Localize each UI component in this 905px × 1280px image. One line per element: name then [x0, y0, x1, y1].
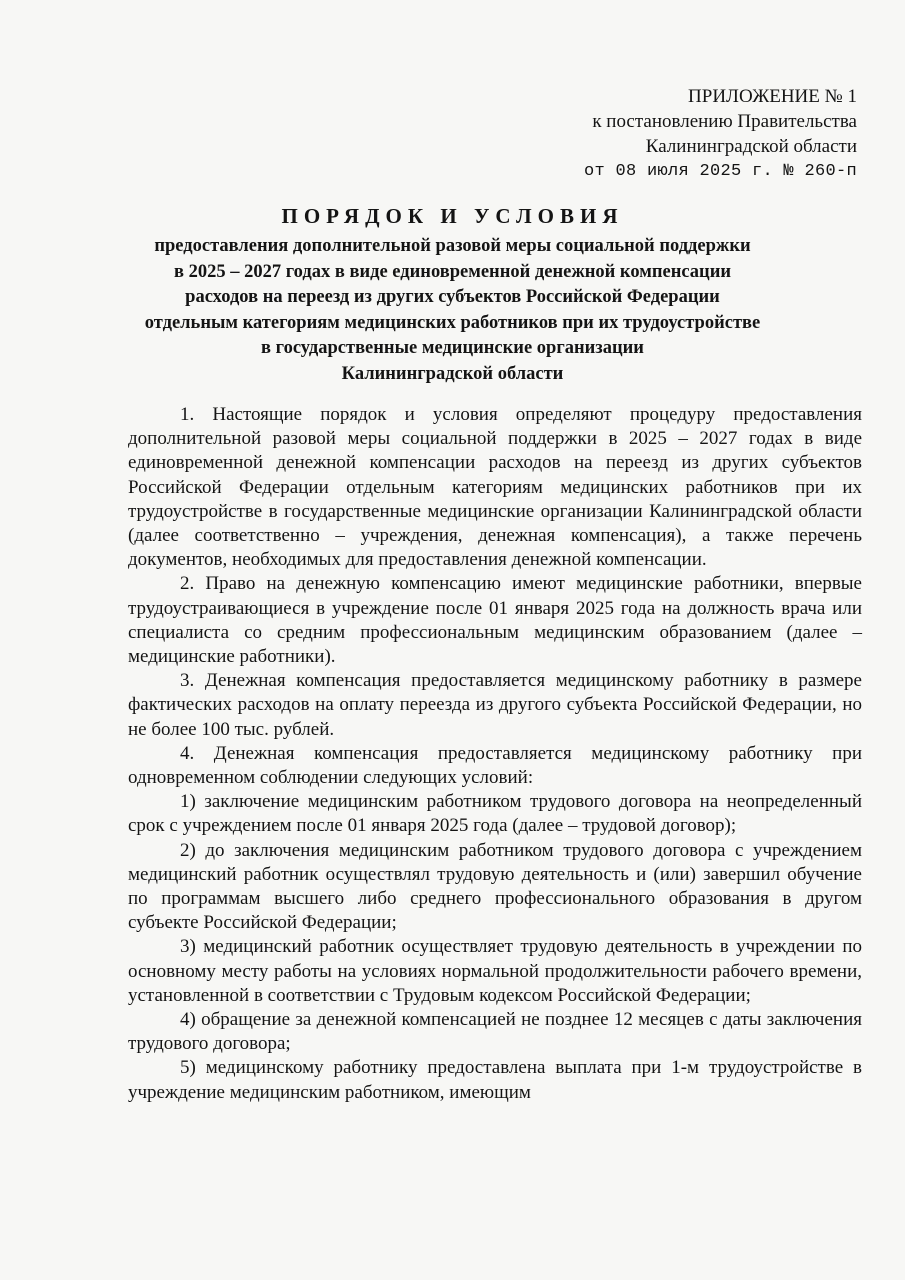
subtitle-line: расходов на переезд из других субъектов Российской Федерации — [185, 287, 720, 307]
document-subtitle — [60, 234, 845, 387]
document-body — [128, 403, 862, 1105]
condition-item-4: 4) обращение за денежной компенсацией не позднее 12 месяцев с даты заключения трудового договора; — [128, 1009, 862, 1055]
region-name: Калининградской области — [645, 136, 857, 157]
appendix-title: ПРИЛОЖЕНИЕ № 1 — [688, 86, 857, 107]
document-title-block — [60, 202, 845, 387]
subtitle-line: в 2025 – 2027 годах в виде единовременной денежной компенсации — [173, 261, 732, 282]
condition-item-3: 3) медицинский работник осуществляет трудовую деятельность в учреждении по основному месту работы на условиях нормальной продолжительности рабочего времени, установленной в соответствии с Трудовым кодексом Российской Федерации; — [128, 936, 862, 1006]
document-title: ПОРЯДОК И УСЛОВИЯ — [281, 204, 624, 228]
condition-item-5: 5) медицинскому работнику предоставлена выплата при 1-м трудоустройстве в учреждение медицинским работником, имеющим — [128, 1057, 862, 1103]
appendix-header — [527, 84, 857, 184]
subtitle-line: предоставления дополнительной разовой меры социальной поддержки — [154, 236, 751, 256]
paragraph-2: 2. Право на денежную компенсацию имеют медицинские работники, впервые трудоустраивающиеся в учреждение после 01 января 2025 года на должность врача или специалиста со средним профессиональным медицинским образованием (далее – медицинские работники). — [128, 573, 862, 668]
paragraph-1: 1. Настоящие порядок и условия определяют процедуру предоставления дополнительной разовой меры социальной поддержки в 2025 – 2027 годах в виде единовременной денежной компенсации расходов на переезд из других субъектов Российской Федерации отдельным категориям медицинских работников при их трудоустройстве в государственные медицинские организации Калининградской области (далее соответственно – учреждения, денежная компенсация), а также перечень документов, необходимых для предоставления денежной компенсации. — [128, 404, 862, 571]
subtitle-line: в государственные медицинские организации — [261, 338, 644, 358]
paragraph-3: 3. Денежная компенсация предоставляется медицинскому работнику в размере фактических расходов на оплату переезда из другого субъекта Российской Федерации, но не более 100 тыс. рублей. — [128, 670, 862, 740]
resolution-date-number: от 08 июля 2025 г. № 260-п — [583, 162, 857, 181]
resolution-reference: к постановлению Правительства — [592, 111, 857, 132]
subtitle-line: отдельным категориям медицинских работников при их трудоустройстве — [144, 312, 761, 333]
condition-item-2: 2) до заключения медицинским работником трудового договора с учреждением медицинский работник осуществлял трудовую деятельность и (или) завершил обучение по программам высшего либо среднего профессионального образования в другом субъекте Российской Федерации; — [128, 839, 862, 934]
paragraph-4: 4. Денежная компенсация предоставляется медицинскому работнику при одновременном соблюдении следующих условий: — [128, 742, 862, 789]
condition-item-1: 1) заключение медицинским работником трудового договора на неопределенный срок с учреждением после 01 января 2025 года (далее – трудовой договор); — [128, 791, 862, 837]
subtitle-line: Калининградской области — [341, 363, 564, 384]
